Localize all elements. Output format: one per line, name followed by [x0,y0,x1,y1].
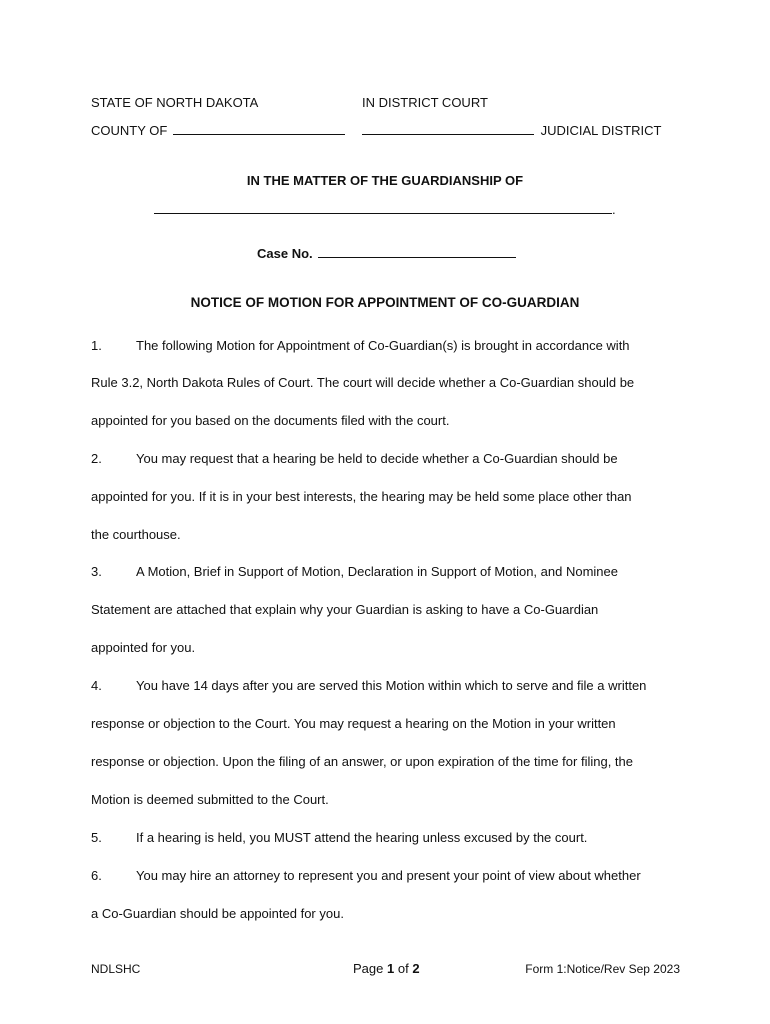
paragraph-text: A Motion, Brief in Support of Motion, Declaration in Support of Motion, and Nominee [136,564,618,579]
matter-title: IN THE MATTER OF THE GUARDIANSHIP OF [246,173,524,188]
court-label: IN DISTRICT COURT [362,95,488,110]
page-total: 2 [412,961,420,976]
page-indicator [353,961,420,976]
paragraph-text: You have 14 days after you are served this Motion within which to serve and file a written [136,678,647,693]
page-current: 1 [387,961,395,976]
county-field [91,122,345,139]
matter-name-blank-line [154,201,612,214]
case-number-label: Case No. [257,246,313,261]
paragraph-4-line-2: response or objection to the Court. You may request a hearing on the Motion in your written [91,716,616,731]
paragraph-5-line-1 [91,830,681,846]
paragraph-4-line-1 [91,678,681,694]
paragraph-number: 6. [91,868,102,883]
paragraph-2-line-1 [91,451,681,467]
paragraph-6-line-2: a Co-Guardian should be appointed for you. [91,906,344,921]
paragraph-3-line-2: Statement are attached that explain why your Guardian is asking to have a Co-Guardian [91,602,599,617]
paragraph-6-line-1 [91,868,681,884]
paragraph-text: The following Motion for Appointment of Co-Guardian(s) is brought in accordance with [136,338,630,353]
footer-left: NDLSHC [91,962,141,976]
judicial-district-field [362,122,661,139]
paragraph-number: 3. [91,564,102,579]
paragraph-2-line-2: appointed for you. If it is in your best interests, the hearing may be held some place other than [91,489,632,504]
paragraph-3-line-3: appointed for you. [91,640,196,655]
judicial-district-label: JUDICIAL DISTRICT [540,123,662,138]
paragraph-2-line-3: the courthouse. [91,527,181,542]
paragraph-number: 2. [91,451,102,466]
paragraph-text: If a hearing is held, you MUST attend the hearing unless excused by the court. [136,830,588,845]
state-label: STATE OF NORTH DAKOTA [91,95,259,110]
paragraph-4-line-4: Motion is deemed submitted to the Court. [91,792,329,807]
paragraph-text: You may hire an attorney to represent you and present your point of view about whether [136,868,641,883]
paragraph-4-line-3: response or objection. Upon the filing of an answer, or upon expiration of the time for filing, the [91,754,633,769]
judicial-district-blank-line [362,122,534,135]
paragraph-number: 1. [91,338,102,353]
paragraph-number: 5. [91,830,102,845]
footer-form-revision: Form 1:Notice/Rev Sep 2023 [525,962,680,976]
matter-name-field [154,201,616,218]
paragraph-1-line-2: Rule 3.2, North Dakota Rules of Court. The court will decide whether a Co-Guardian should be [91,375,635,390]
county-label: COUNTY OF [91,123,168,138]
matter-name-line-end: . [612,202,616,217]
document-title: NOTICE OF MOTION FOR APPOINTMENT OF CO-GUARDIAN [190,295,580,310]
paragraph-1-line-1 [91,338,681,354]
paragraph-3-line-1 [91,564,681,580]
case-number-field [257,245,516,262]
paragraph-text: You may request that a hearing be held to decide whether a Co-Guardian should be [136,451,618,466]
county-blank-line [173,122,345,135]
page-prefix: Page [353,961,384,976]
page-of: of [397,961,409,976]
paragraph-1-line-3: appointed for you based on the documents filed with the court. [91,413,450,428]
paragraph-number: 4. [91,678,102,693]
case-number-blank-line [318,245,516,258]
